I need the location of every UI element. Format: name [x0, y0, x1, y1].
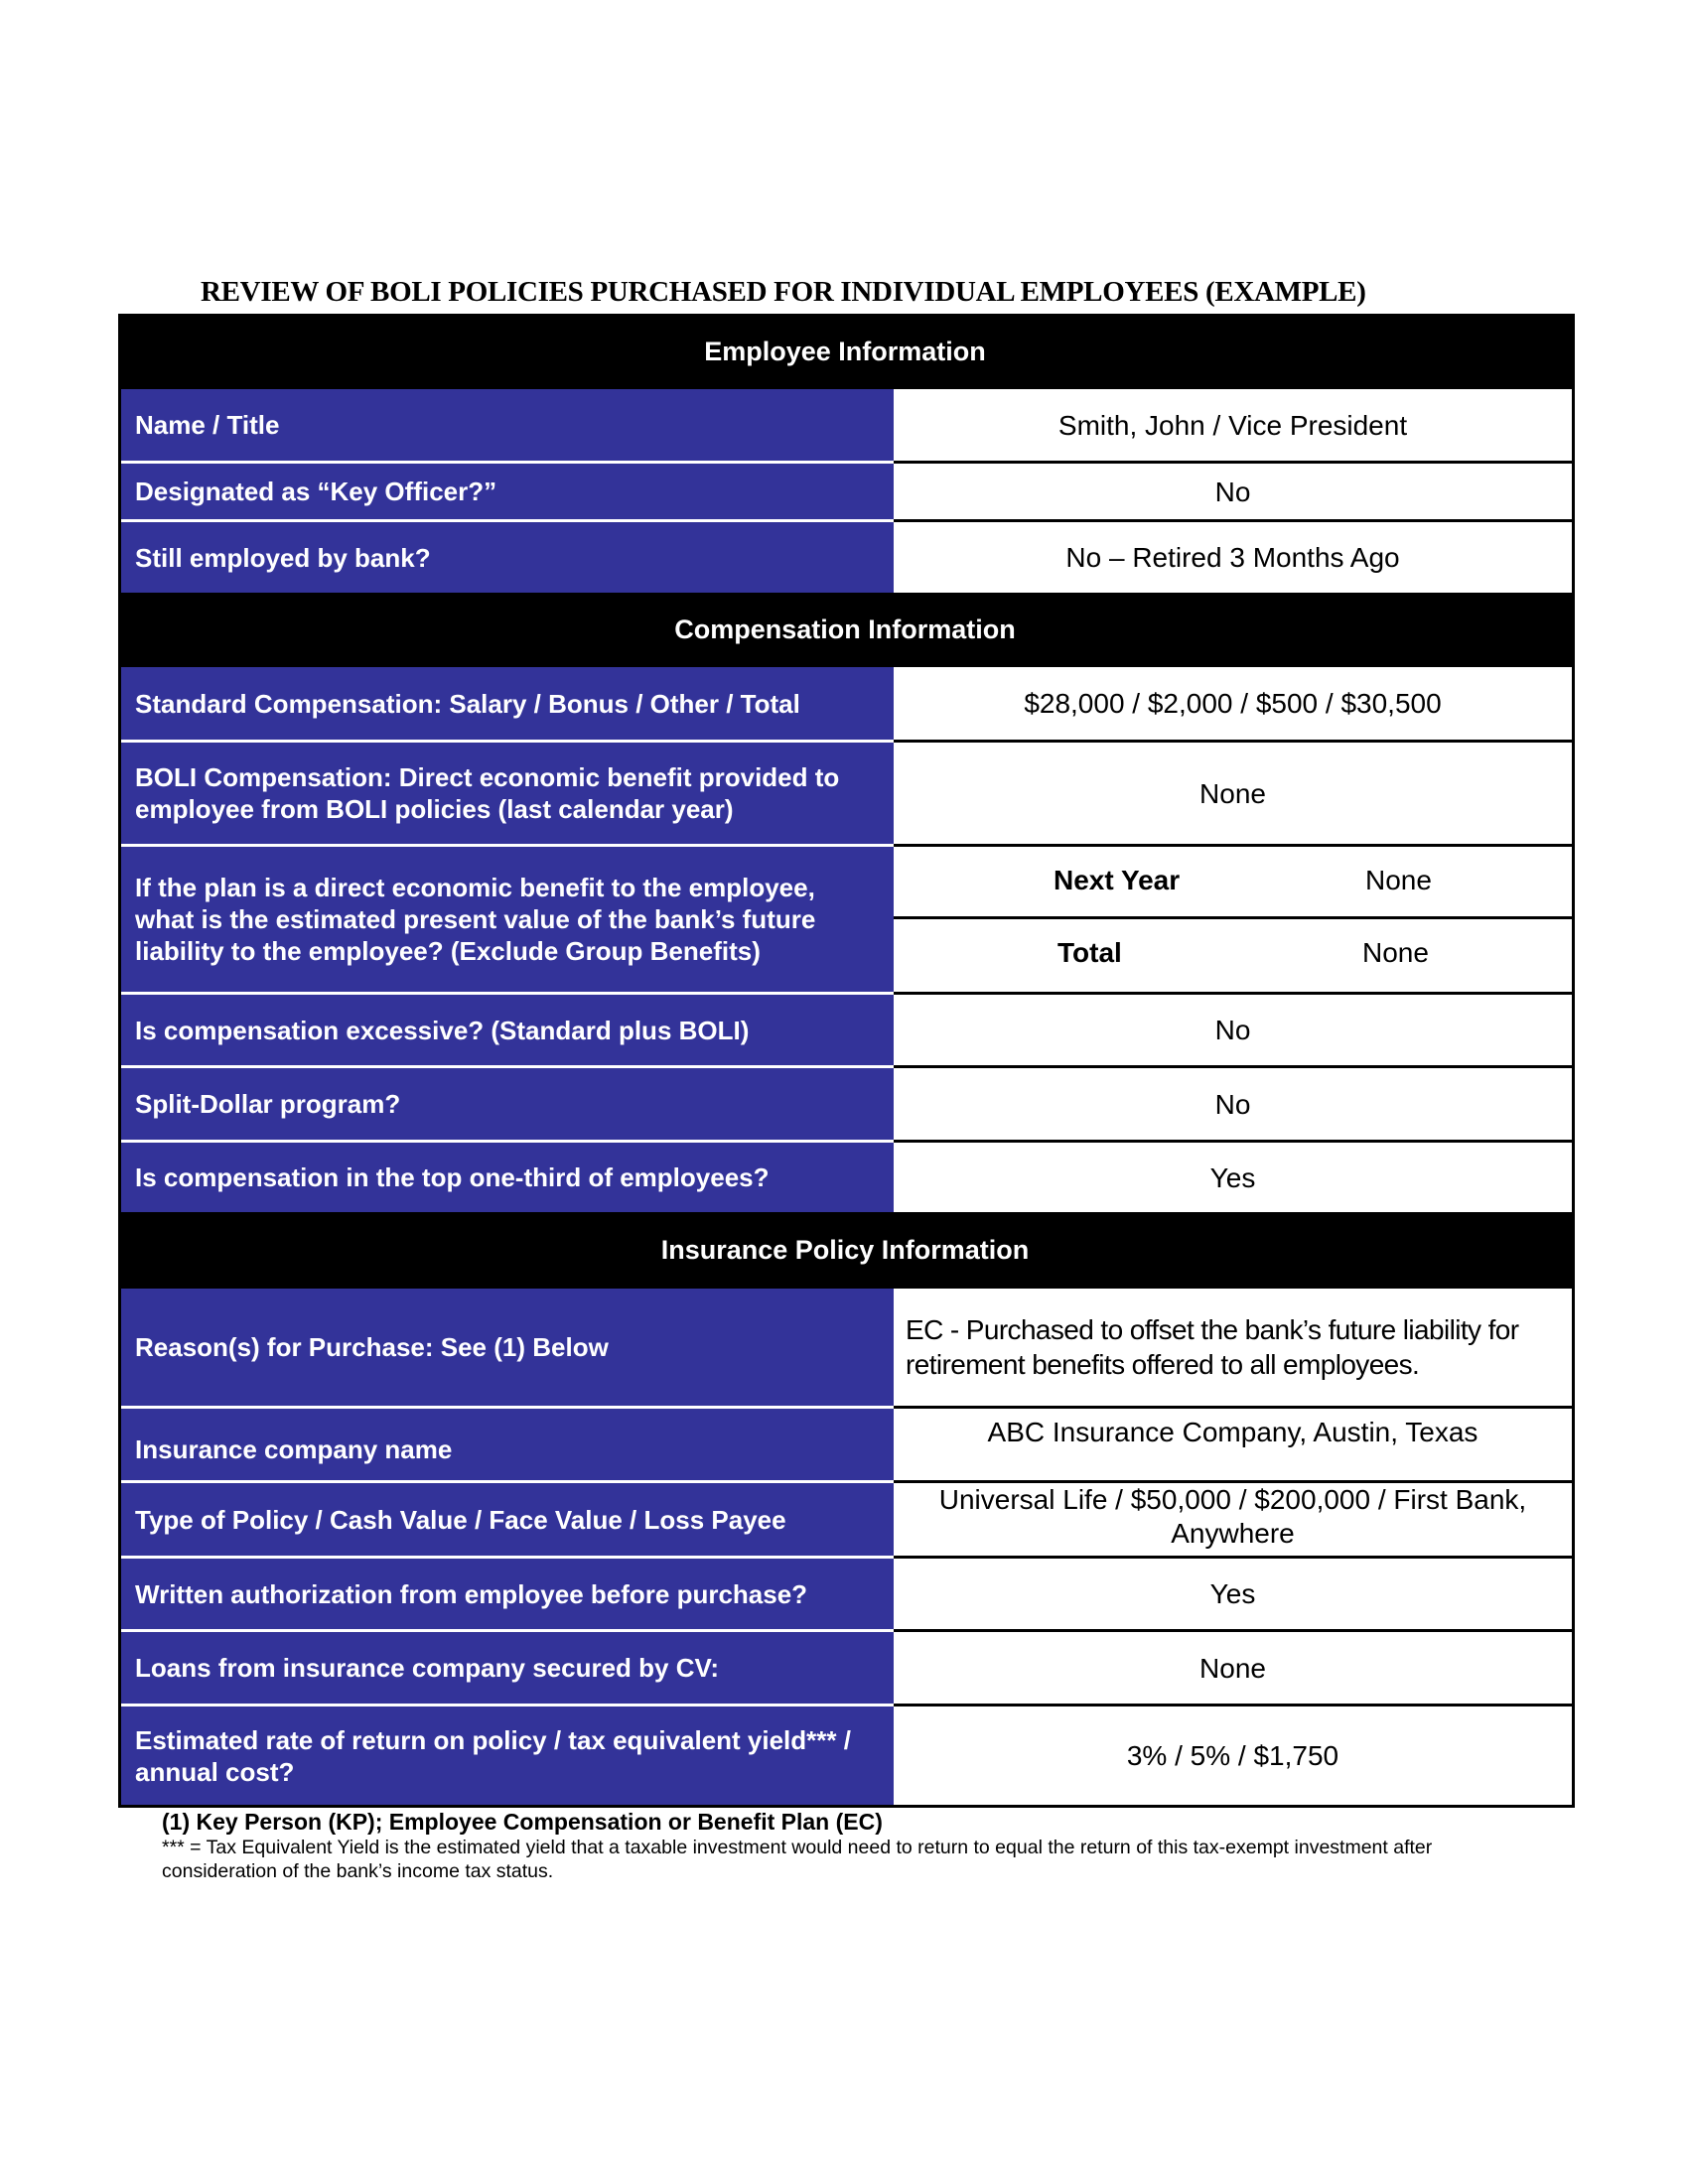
row-value: Universal Life / $50,000 / $200,000 / First Bank, Anywhere: [894, 1480, 1572, 1556]
row-value: Yes: [894, 1140, 1572, 1212]
row-label: Insurance company name: [121, 1406, 894, 1480]
sub-row-key: Total: [1057, 937, 1122, 968]
table-row-top-one-third: [118, 1140, 1572, 1212]
table-row-loans: [118, 1629, 1572, 1704]
row-label: Standard Compensation: Salary / Bonus / Other / Total: [121, 667, 894, 740]
section-header-employee: Employee Information: [118, 314, 1572, 389]
row-value: No: [894, 1065, 1572, 1140]
table-row-insurance-company: [118, 1406, 1572, 1480]
row-value: No – Retired 3 Months Ago: [894, 519, 1572, 593]
table-row-compensation-excessive: [118, 992, 1572, 1065]
row-label: Designated as “Key Officer?”: [121, 461, 894, 519]
row-value: EC - Purchased to offset the bank’s future liability for retirement benefits offered to all employees.: [894, 1289, 1572, 1406]
sub-row-next-year: [894, 844, 1572, 916]
row-label: Type of Policy / Cash Value / Face Value / Loss Payee: [121, 1480, 894, 1556]
sub-row-key: Next Year: [1054, 865, 1181, 895]
table-row-boli-compensation: [118, 740, 1572, 844]
row-label: Loans from insurance company secured by CV:: [121, 1629, 894, 1704]
row-value: None: [894, 740, 1572, 844]
sub-row-value: None: [1362, 937, 1429, 968]
table-row-future-liability: [118, 844, 1572, 992]
row-value: 3% / 5% / $1,750: [894, 1704, 1572, 1805]
table-row-name-title: [118, 389, 1572, 461]
table-row-split-dollar: [118, 1065, 1572, 1140]
table-row-written-authorization: [118, 1556, 1572, 1629]
row-value: None: [894, 1629, 1572, 1704]
row-label: Reason(s) for Purchase: See (1) Below: [121, 1289, 894, 1406]
section-header-compensation: Compensation Information: [118, 593, 1572, 667]
boli-review-table: [118, 314, 1575, 1808]
table-row-policy-type: [118, 1480, 1572, 1556]
row-label: If the plan is a direct economic benefit to the employee, what is the estimated present value of the bank’s future liability to the employee? (Exclude Group Benefits): [121, 844, 894, 992]
row-label: Still employed by bank?: [121, 519, 894, 593]
table-row-standard-compensation: [118, 667, 1572, 740]
sub-row-value: None: [1365, 865, 1432, 895]
row-value: $28,000 / $2,000 / $500 / $30,500: [894, 667, 1572, 740]
sub-row-total: [894, 916, 1572, 992]
row-value: Smith, John / Vice President: [894, 389, 1572, 461]
row-value: ABC Insurance Company, Austin, Texas: [894, 1406, 1572, 1480]
row-value: No: [894, 992, 1572, 1065]
row-label: Name / Title: [121, 389, 894, 461]
row-label: Estimated rate of return on policy / tax equivalent yield*** / annual cost?: [121, 1704, 894, 1805]
row-label: Is compensation in the top one-third of employees?: [121, 1140, 894, 1212]
footnote-tax-equivalent-yield: *** = Tax Equivalent Yield is the estimated yield that a taxable investment would need to return to equal the return of this tax-exempt investment after consideration of the bank’s income tax status.: [162, 1837, 1433, 1882]
footnote-key-person: (1) Key Person (KP); Employee Compensation or Benefit Plan (EC): [162, 1809, 883, 1835]
table-row-estimated-return: [118, 1704, 1572, 1805]
row-value: No: [894, 461, 1572, 519]
section-header-insurance: Insurance Policy Information: [118, 1212, 1572, 1289]
table-row-still-employed: [118, 519, 1572, 593]
row-label: Written authorization from employee before purchase?: [121, 1556, 894, 1629]
document-title: REVIEW OF BOLI POLICIES PURCHASED FOR INDIVIDUAL EMPLOYEES (EXAMPLE): [201, 276, 1366, 308]
row-label: Split-Dollar program?: [121, 1065, 894, 1140]
table-row-reason-for-purchase: [118, 1289, 1572, 1406]
row-label: BOLI Compensation: Direct economic benefit provided to employee from BOLI policies (last calendar year): [121, 740, 894, 844]
row-label: Is compensation excessive? (Standard plus BOLI): [121, 992, 894, 1065]
row-value: Yes: [894, 1556, 1572, 1629]
table-row-key-officer: [118, 461, 1572, 519]
